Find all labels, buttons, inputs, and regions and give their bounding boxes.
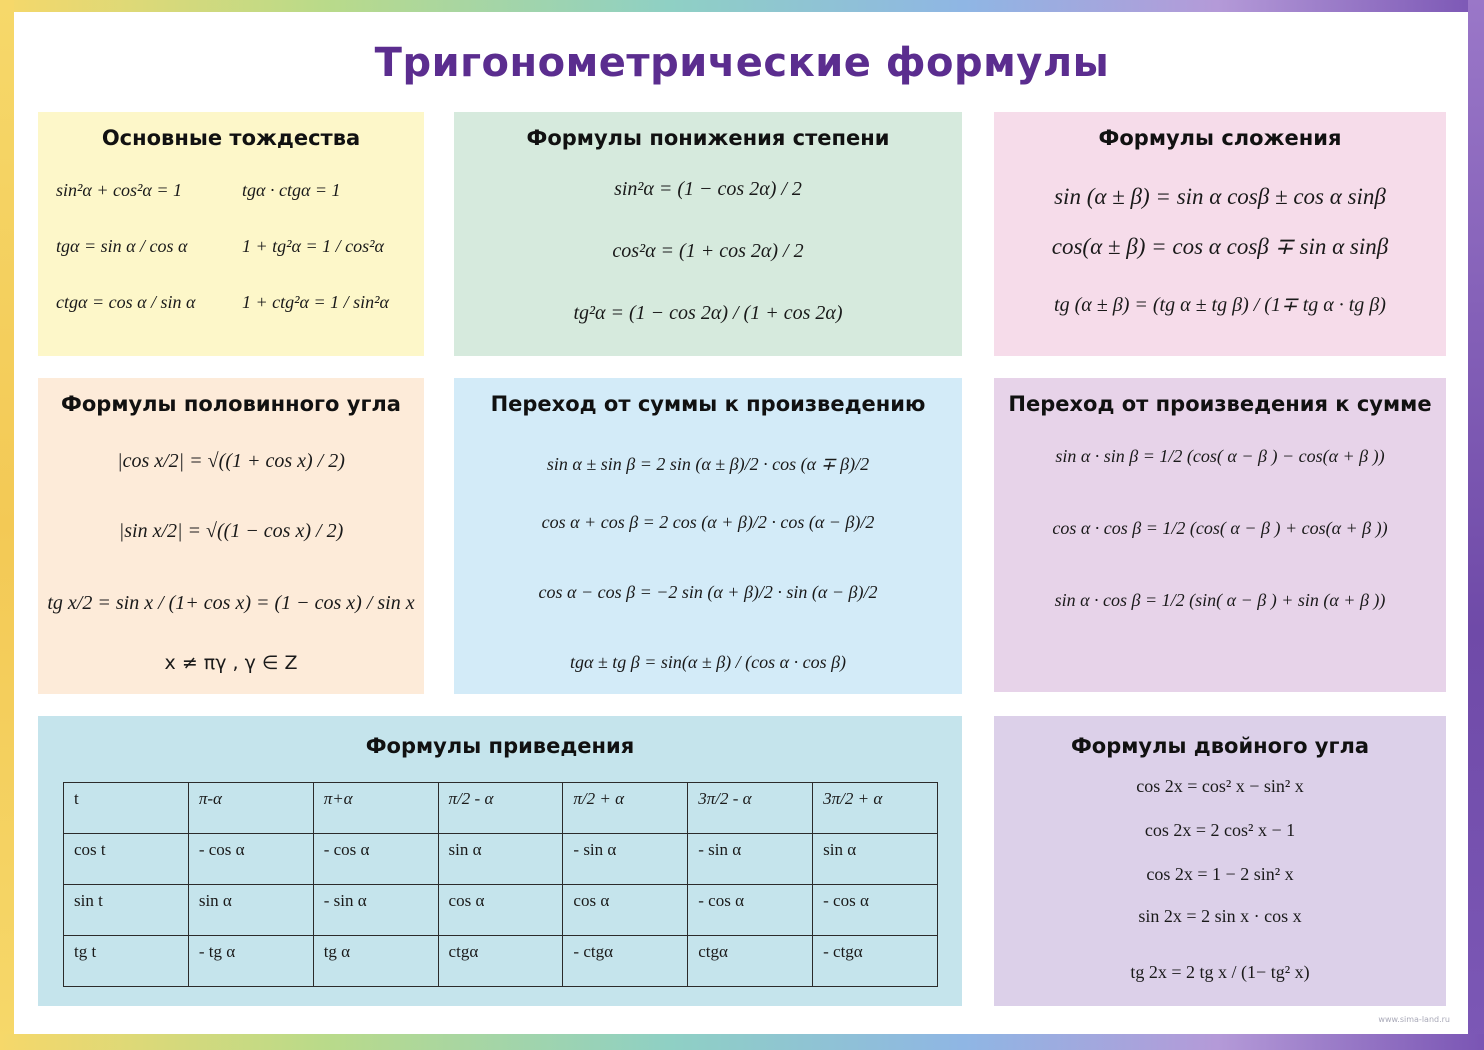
table-cell: π-α (188, 783, 313, 834)
panel-title: Основные тождества (101, 126, 361, 150)
table-cell: tg α (313, 936, 438, 987)
frame-left-stripe (0, 0, 14, 1050)
formula-sin-squared: sin²α = (1 − cos 2α) / 2 (614, 178, 802, 200)
formula-tg-definition: tgα = sin α / cos α (56, 236, 188, 256)
formula-one-plus-ctg-squared: 1 + ctg²α = 1 / sin²α (242, 292, 389, 312)
formula-tg-half: tg x/2 = sin x / (1+ cos x) = (1 − cos x) / sin x (47, 592, 415, 614)
panel-double-angle (994, 716, 1446, 1006)
formula-cos-cos-product: cos α · cos β = 1/2 (cos( α − β ) + cos(α + β )) (1052, 518, 1388, 538)
panel-basic-identities (38, 112, 424, 356)
table-cell: cos α (438, 885, 563, 936)
table-cell: - ctgα (813, 936, 938, 987)
table-cell: 3π/2 + α (813, 783, 938, 834)
formula-pythagorean: sin²α + cos²α = 1 (56, 180, 182, 200)
formula-cos-sum: cos(α ± β) = cos α cosβ ∓ sin α sinβ (1051, 234, 1389, 259)
formula-tg-sum-to-product: tgα ± tg β = sin(α ± β) / (cos α · cos β) (569, 652, 847, 672)
panel-half-angle (38, 378, 424, 694)
table-cell: sin t (64, 885, 189, 936)
panel-title: Формулы половинного угла (61, 392, 401, 416)
formula-tg-squared: tg²α = (1 − cos 2α) / (1 + cos 2α) (573, 302, 843, 324)
frame-top-stripe (0, 0, 1484, 12)
watermark: www.sima-land.ru (1378, 1015, 1450, 1024)
formula-sin-double: sin 2x = 2 sin x · cos x (1138, 906, 1302, 926)
table-cell: π/2 + α (563, 783, 688, 834)
panel-title: Формулы приведения (365, 734, 635, 758)
page-title: Тригонометрические формулы (374, 40, 1110, 86)
panel-title: Переход от суммы к произведению (490, 392, 926, 416)
table-cell: - cos α (313, 834, 438, 885)
formula-tg-double: tg 2x = 2 tg x / (1− tg² x) (1130, 962, 1310, 982)
table-cell: sin α (188, 885, 313, 936)
table-cell: cos α (563, 885, 688, 936)
table-cell: - sin α (313, 885, 438, 936)
panel-addition-formulas (994, 112, 1446, 356)
formula-one-plus-tg-squared: 1 + tg²α = 1 / cos²α (242, 236, 384, 256)
table-cell: t (64, 783, 189, 834)
formula-cos-squared: cos²α = (1 + cos 2α) / 2 (612, 240, 804, 262)
formula-sin-sum: sin (α ± β) = sin α cosβ ± cos α sinβ (1054, 184, 1386, 209)
table-cell: ctgα (438, 936, 563, 987)
formula-cos-double-2: cos 2x = 2 cos² x − 1 (1144, 820, 1296, 840)
formula-cos-half: |cos x/2| = √((1 + cos x) / 2) (117, 450, 345, 472)
panel-title: Формулы двойного угла (1070, 734, 1370, 758)
formula-cos-minus-to-product: cos α − cos β = −2 sin (α + β)/2 · sin (α − β)/2 (538, 582, 878, 602)
panel-title: Переход от произведения к сумме (1008, 392, 1432, 416)
table-cell: - cos α (688, 885, 813, 936)
formula-cos-double-1: cos 2x = cos² x − sin² x (1136, 776, 1304, 796)
table-cell: - tg α (188, 936, 313, 987)
table-cell: cos t (64, 834, 189, 885)
table-cell: - ctgα (563, 936, 688, 987)
formula-cos-plus-to-product: cos α + cos β = 2 cos (α + β)/2 · cos (α − β)/2 (541, 512, 875, 532)
panel-power-reduction (454, 112, 962, 356)
table-cell: - sin α (563, 834, 688, 885)
table-row (64, 834, 938, 885)
formula-cos-double-3: cos 2x = 1 − 2 sin² x (1146, 864, 1294, 884)
table-cell: - cos α (188, 834, 313, 885)
formula-tg-sum: tg (α ± β) = (tg α ± tg β) / (1∓ tg α · tg β) (1054, 294, 1386, 316)
panel-product-to-sum (994, 378, 1446, 692)
panel-title: Формулы понижения степени (526, 126, 890, 150)
table-cell: π/2 - α (438, 783, 563, 834)
table-row (64, 885, 938, 936)
reduction-table (63, 782, 938, 987)
formula-sin-half: |sin x/2| = √((1 − cos x) / 2) (118, 520, 344, 542)
table-cell: sin α (813, 834, 938, 885)
table-cell: tg t (64, 936, 189, 987)
formula-tg-ctg-product: tgα · ctgα = 1 (242, 180, 341, 200)
formula-sin-sum-to-product: sin α ± sin β = 2 sin (α ± β)/2 · cos (α ∓ β)/2 (546, 454, 870, 474)
half-angle-condition: x ≠ πγ , γ ∈ Z (164, 652, 298, 674)
table-row (64, 936, 938, 987)
panel-sum-to-product (454, 378, 962, 694)
table-cell: π+α (313, 783, 438, 834)
formula-ctg-definition: ctgα = cos α / sin α (56, 292, 196, 312)
frame-bottom-stripe (0, 1034, 1484, 1050)
table-cell: sin α (438, 834, 563, 885)
table-cell: - cos α (813, 885, 938, 936)
formula-sin-cos-product: sin α · cos β = 1/2 (sin( α − β ) + sin (α + β )) (1054, 590, 1386, 610)
formula-sin-sin-product: sin α · sin β = 1/2 (cos( α − β ) − cos(α + β )) (1055, 446, 1385, 466)
panel-reduction-formulas (38, 716, 962, 1006)
table-cell: ctgα (688, 936, 813, 987)
table-row (64, 783, 938, 834)
table-cell: - sin α (688, 834, 813, 885)
frame-right-stripe (1468, 0, 1484, 1050)
table-cell: 3π/2 - α (688, 783, 813, 834)
panel-title: Формулы сложения (1098, 126, 1342, 150)
